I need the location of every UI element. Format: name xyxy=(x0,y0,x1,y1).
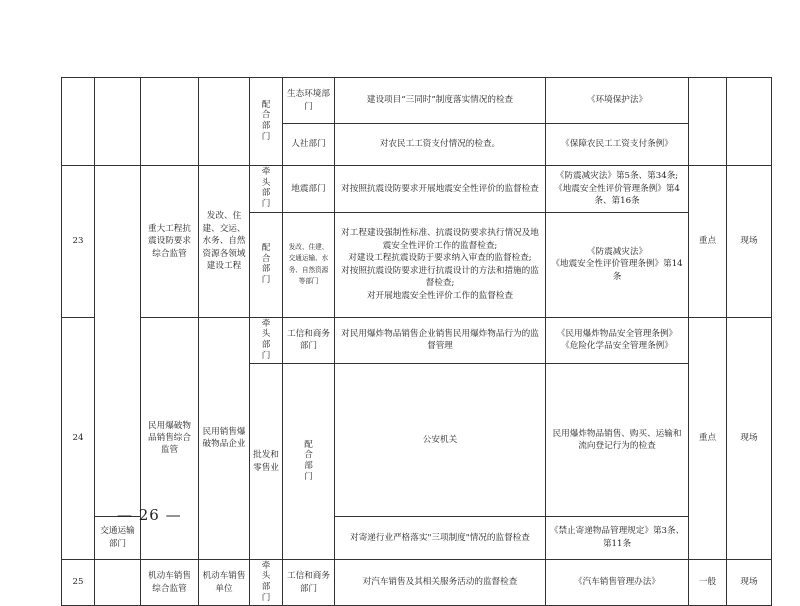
content-cell: 对按照抗震设防要求开展地震安全性评价的监督检查 xyxy=(335,166,546,213)
content-cell: 对工程建设强制性标准、抗震设防要求执行情况及地震安全性评价工作的监督检查; 对建设工程抗震设防于要求纳入审查的监督检查; 对按照抗震设防要求进行抗震设计的方法和措施的监督检查; 对开展地震安全性评价工作的监督检查 xyxy=(335,212,546,317)
item-cell: 重大工程抗震设防要求综合监管 xyxy=(141,166,199,318)
basis-cell: 《汽车销售管理办法》 xyxy=(546,559,689,606)
table-row xyxy=(62,559,772,606)
method-cell xyxy=(727,78,772,166)
item-cell: 机动车销售综合监管 xyxy=(141,559,199,606)
basis-cell: 《民用爆炸物品安全管理条例》 《危险化学品安全管理条例》 xyxy=(546,317,689,364)
ministry-cell: 地震部门 xyxy=(283,166,335,213)
page-number: — 26 — xyxy=(117,506,182,524)
basis-cell: 《环境保护法》 xyxy=(546,78,689,124)
supervision-items-table xyxy=(61,77,772,606)
table-row xyxy=(62,317,772,364)
row-number-cell: 23 xyxy=(62,166,95,318)
role-cell: 配合部门 xyxy=(250,78,283,166)
ministry-cell: 生态环境部门 xyxy=(283,78,335,124)
subject-cell: 发改、住建、交运、水务、自然资源各领域建设工程 xyxy=(199,166,250,318)
basis-cell: 《防震减灾法》 《地震安全性评价管理条例》第14条 xyxy=(546,212,689,317)
basis-cell: 《防震减灾法》第5条、第34条;《地震安全性评价管理条例》第4条、第16条 xyxy=(546,166,689,213)
level-cell: 一般 xyxy=(689,559,727,606)
row-number-cell: 25 xyxy=(62,559,95,606)
table-row xyxy=(62,78,772,124)
ministry-cell: 工信和商务部门 xyxy=(283,317,335,364)
role-cell: 牵头部门 xyxy=(250,317,283,364)
ministry-cell: 发改、住建、交通运输、水务、自然资源等部门 xyxy=(283,212,335,317)
basis-cell: 《禁止寄递物品管理规定》第3条、第11条 xyxy=(546,516,689,559)
content-cell: 建设项目“三同时”制度落实情况的检查 xyxy=(335,78,546,124)
method-cell: 现场 xyxy=(727,559,772,606)
ministry-cell: 公安机关 xyxy=(335,364,546,516)
content-cell: 民用爆炸物品销售、购买、运输和流向登记行为的检查 xyxy=(546,364,689,516)
level-cell xyxy=(689,78,727,166)
role-cell: 配合部门 xyxy=(283,364,335,559)
role-cell: 牵头部门 xyxy=(250,559,283,606)
category-cell: 批发和零售业 xyxy=(250,364,283,559)
subject-cell: 机动车销售单位 xyxy=(199,559,250,606)
content-cell: 对民用爆炸物品销售企业销售民用爆炸物品行为的监督管理 xyxy=(335,317,546,364)
subject-cell xyxy=(199,78,250,166)
row-number-cell: 24 xyxy=(62,317,95,559)
ministry-cell: 人社部门 xyxy=(283,124,335,166)
content-cell: 对寄递行业严格落实"三项制度"情况的监督检查 xyxy=(335,516,546,559)
role-cell: 配合部门 xyxy=(250,212,283,317)
ministry-cell: 工信和商务部门 xyxy=(283,559,335,606)
category-cell xyxy=(95,78,141,166)
category-cell xyxy=(95,166,141,517)
role-cell: 牵头部门 xyxy=(250,166,283,213)
ministry-cell: 交通运输部门 xyxy=(95,516,141,559)
table-row xyxy=(62,166,772,213)
content-cell: 对农民工工资支付情况的检查。 xyxy=(335,124,546,166)
basis-cell: 《保障农民工工资支付条例》 xyxy=(546,124,689,166)
subject-cell: 民用销售爆破物品企业 xyxy=(199,317,250,559)
item-cell xyxy=(141,78,199,166)
method-cell: 现场 xyxy=(727,166,772,318)
category-cell xyxy=(95,559,141,606)
item-cell: 民用爆破物品销售综合监管 xyxy=(141,317,199,559)
content-cell: 对汽车销售及其相关服务活动的监督检查 xyxy=(335,559,546,606)
row-number-cell xyxy=(62,78,95,166)
level-cell: 重点 xyxy=(689,317,727,559)
level-cell: 重点 xyxy=(689,166,727,318)
method-cell: 现场 xyxy=(727,317,772,559)
